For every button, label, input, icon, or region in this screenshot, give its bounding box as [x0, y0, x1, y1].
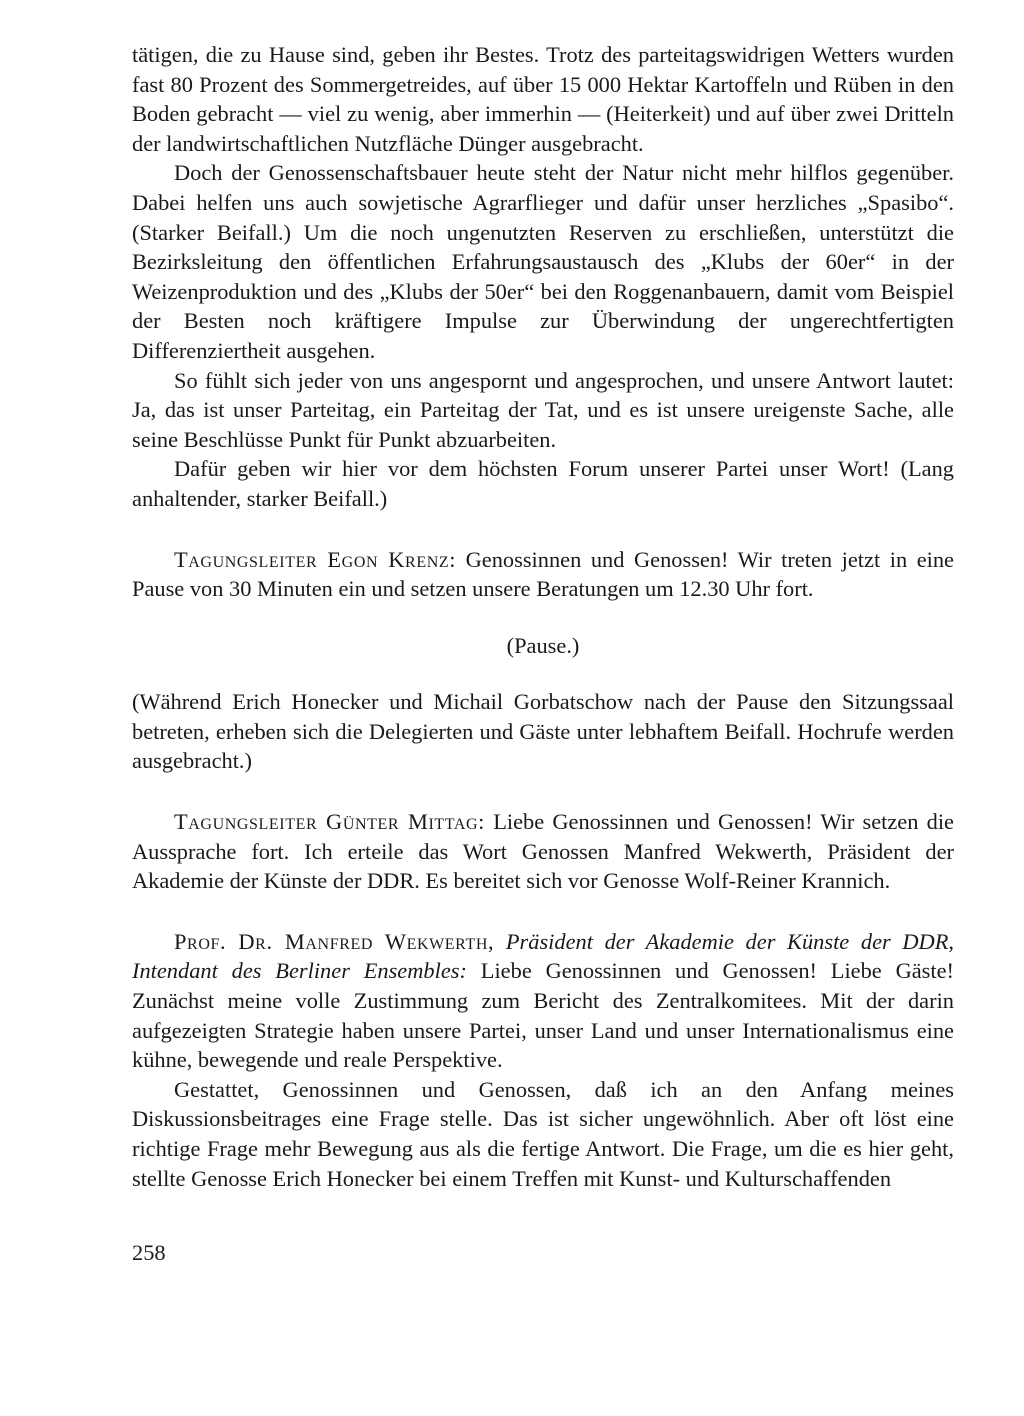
speech-mittag	[132, 807, 954, 896]
speaker-mittag: Tagungsleiter Günter Mittag:	[174, 809, 485, 835]
speech-wekwerth-text: Liebe Genossinnen und Genossen! Liebe Gäste! Zunächst meine volle Zustimmung zum Bericht des Zentralkomitees. Mit der darin aufgezeigten Strategie haben unsere Partei, unser Land und unser Internationalismus eine kühne, bewegende und reale Perspektive.	[132, 958, 955, 1073]
speech-mittag-text: Liebe Genossinnen und Genossen! Wir setzen die Aussprache fort. Ich erteile das Wort Genossen Manfred Wekwerth, Präsident der Akademie der Künste der DDR. Es bereitet sich vor Genosse Wolf-Reiner Krannich.	[132, 809, 954, 894]
speaker-krenz: Tagungsleiter Egon Krenz:	[174, 546, 457, 572]
stage-direction: (Während Erich Honecker und Michail Gorbatschow nach der Pause den Sitzungssaal betreten, erheben sich die Delegierten und Gäste unter lebhaftem Beifall. Hochrufe werden ausgebracht.)	[132, 689, 954, 774]
speech-krenz	[132, 545, 954, 604]
paragraph-continuation: tätigen, die zu Hause sind, geben ihr Bestes. Trotz des parteitagswidrigen Wetters wurden fast 80 Prozent des Sommergetreides, auf über 15 000 Hektar Kartoffeln und Rüben in den Boden gebracht — viel zu wenig, aber immerhin — (Heiterkeit) und auf über zwei Dritteln der landwirtschaftlichen Nutzfläche Dünger ausgebracht.	[132, 42, 954, 156]
speaker-wekwerth: Prof. Dr. Manfred Wekwerth,	[174, 928, 495, 954]
speech-krenz-text: Genossinnen und Genossen! Wir treten jetzt in eine Pause von 30 Minuten ein und setzen unsere Beratungen um 12.30 Uhr fort.	[132, 546, 954, 602]
speaker-wekwerth-role: Präsident der Akademie der Künste der DDR, Intendant des Berliner Ensembles:	[132, 928, 954, 984]
paragraph-agriculture: Doch der Genossenschaftsbauer heute steht der Natur nicht mehr hilflos gegenüber. Dabei helfen uns auch sowjetische Agrarflieger und dafür unser herzliches „Spasibo“. (Starker Beifall.) Um die noch ungenutzten Reserven zu erschließen, unterstützt die Bezirksleitung den öffentlichen Erfahrungsaustausch des „Klubs der 60er“ in der Weizenproduktion und des „Klubs der 50er“ bei den Roggenanbauern, damit vom Beispiel der Besten noch kräftigere Impulse zur Überwindung der ungerechtfertigten Differenziertheit ausgehen.	[132, 160, 954, 363]
paragraph-party-congress: So fühlt sich jeder von uns angespornt und angesprochen, und unsere Antwort lautet: Ja, das ist unser Parteitag, ein Parteitag der Tat, und es ist unsere ureigenste Sache, alle seine Beschlüsse Punkt für Punkt abzuarbeiten.	[132, 367, 954, 452]
pause-note: (Pause.)	[506, 632, 580, 658]
page-number: 258	[132, 1240, 166, 1265]
paragraph-question: Gestattet, Genossinnen und Genossen, daß ich an den Anfang meines Diskussionsbeitrages eine Frage stelle. Das ist sicher ungewöhnlich. Aber oft löst eine richtige Frage mehr Bewegung aus als die fertige Antwort. Die Frage, um die es hier geht, stellte Genosse Erich Honecker bei einem Treffen mit Kunst- und Kulturschaffenden	[132, 1076, 954, 1191]
paragraph-pledge: Dafür geben wir hier vor dem höchsten Forum unserer Partei unser Wort! (Lang anhaltender, starker Beifall.)	[132, 456, 954, 511]
page-body	[132, 40, 954, 1193]
speech-wekwerth	[132, 927, 954, 1075]
